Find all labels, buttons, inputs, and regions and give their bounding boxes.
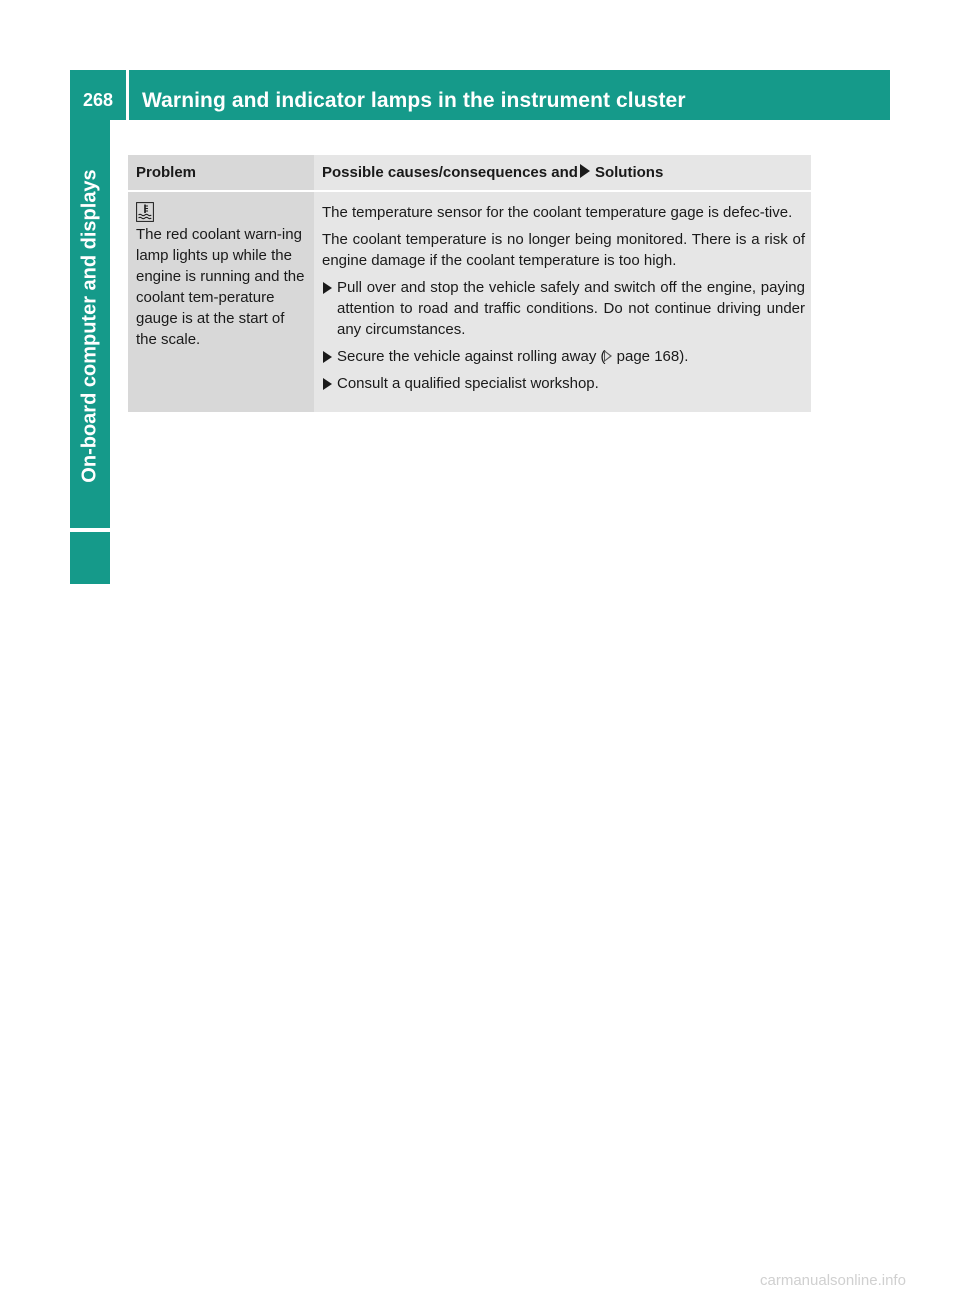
solution-step-2-suffix: ). xyxy=(679,348,689,365)
step-arrow-icon xyxy=(323,378,332,390)
problem-solution-table xyxy=(128,155,811,412)
step-arrow-icon xyxy=(323,282,332,294)
solution-step-2 xyxy=(322,346,805,367)
problem-text: The red coolant warn-ing lamp lights up while the engine is running and the coolant tem-perature gauge is at the start of the scale. xyxy=(136,226,305,348)
section-tab-label-wrap xyxy=(70,120,110,532)
solution-step-2-prefix: Secure the vehicle against rolling away ( xyxy=(337,348,606,365)
column-header-problem: Problem xyxy=(128,155,314,191)
solution-cell xyxy=(314,191,811,412)
step-arrow-icon xyxy=(323,351,332,363)
section-tab-marker xyxy=(70,532,110,584)
coolant-temperature-icon xyxy=(136,202,154,222)
table-row xyxy=(128,191,811,412)
solution-step-1-text: Pull over and stop the vehicle safely and switch off the engine, paying attention to road and traffic conditions. Do not continue driving under any circumstances. xyxy=(337,279,805,338)
solution-step-1 xyxy=(322,277,805,340)
page-header xyxy=(70,70,890,120)
section-title: On-board computer and displays xyxy=(78,169,101,483)
solution-step-3-text: Consult a qualified specialist workshop. xyxy=(337,375,599,392)
column-header-solutions xyxy=(314,155,811,191)
watermark: carmanualsonline.info xyxy=(760,1272,906,1289)
solution-arrow-icon xyxy=(580,164,590,178)
column-header-solutions-suffix: Solutions xyxy=(594,164,664,181)
cause-text-1: The temperature sensor for the coolant temperature gage is defec-tive. xyxy=(322,204,793,221)
page-reference-icon xyxy=(605,351,612,361)
column-header-solutions-prefix: Possible causes/consequences and xyxy=(322,164,578,181)
table-header-row xyxy=(128,155,811,191)
page-reference-link[interactable]: page 168 xyxy=(616,348,680,365)
problem-cell xyxy=(128,191,314,412)
solution-step-3 xyxy=(322,373,805,394)
page-title: Warning and indicator lamps in the instrument cluster xyxy=(142,89,686,112)
cause-text-2: The coolant temperature is no longer being monitored. There is a risk of engine damage if the coolant temperature is too high. xyxy=(322,231,805,269)
page-number: 268 xyxy=(82,90,114,110)
